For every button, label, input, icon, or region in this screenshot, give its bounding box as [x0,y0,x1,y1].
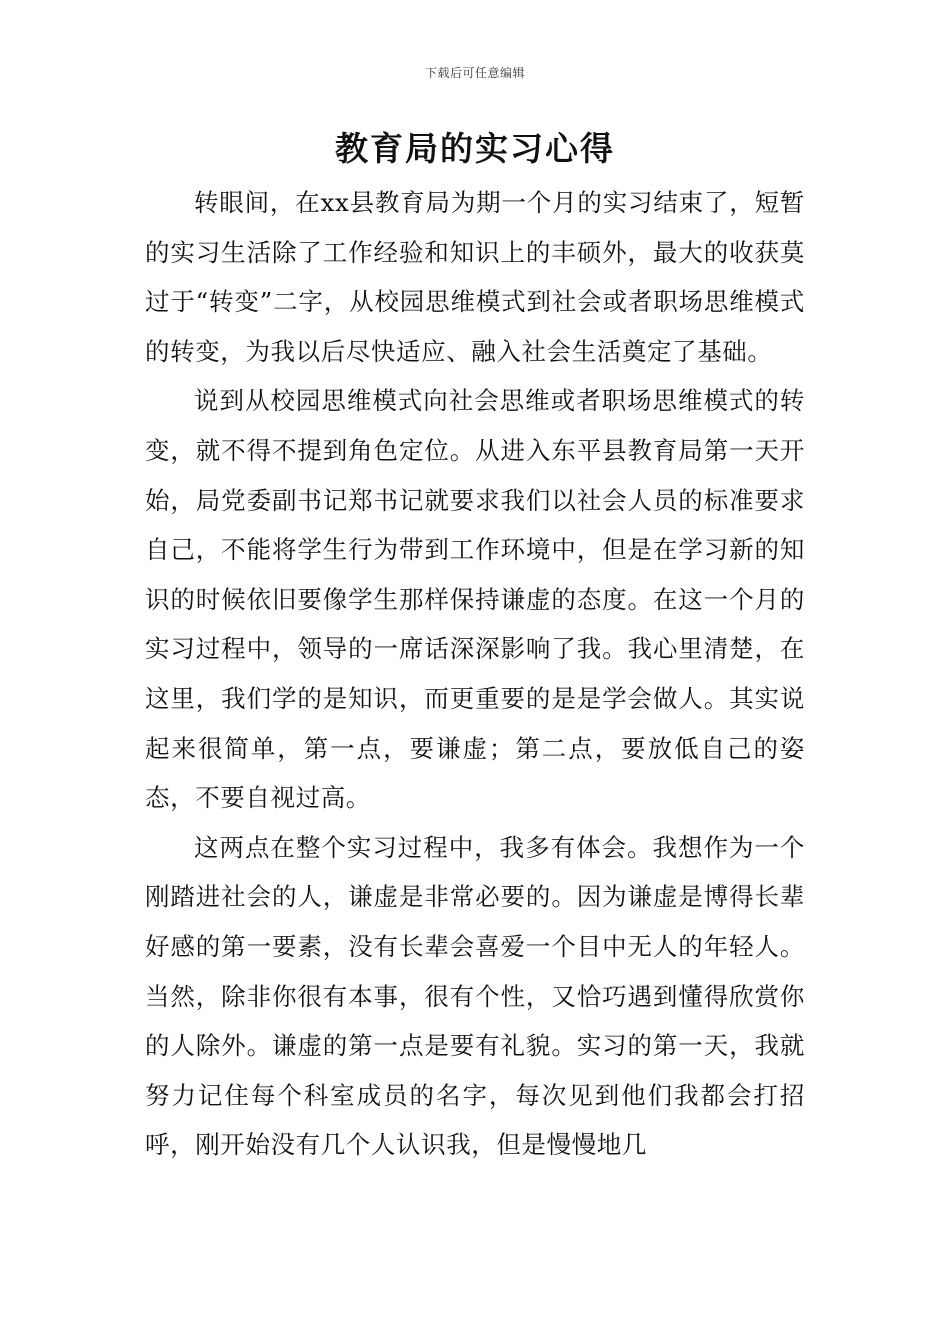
page-title: 教育局的实习心得 [335,129,615,168]
body-text [145,178,805,1170]
paragraph: 转眼间，在xx县教育局为期一个月的实习结束了，短暂的实习生活除了工作经验和知识上的丰硕外，最大的收获莫过于“转变”二字，从校园思维模式到社会或者职场思维模式的转变，为我以后尽快适应、融入社会生活奠定了基础。 [145,188,805,366]
header-note: 下载后可任意编辑 [424,66,525,80]
paragraph: 这两点在整个实习过程中，我多有体会。我想作为一个刚踏进社会的人，谦虚是非常必要的。因为谦虚是博得长辈好感的第一要素，没有长辈会喜爱一个目中无人的年轻人。当然，除非你很有本事，很有个性，又恰巧遇到懂得欣赏你的人除外。谦虚的第一点是要有礼貌。实习的第一天，我就努力记住每个科室成员的名字，每次见到他们我都会打招呼，刚开始没有几个人认识我，但是慢慢地几 [145,832,805,1160]
paragraph: 说到从校园思维模式向社会思维或者职场思维模式的转变，就不得不提到角色定位。从进入东平县教育局第一天开始，局党委副书记郑书记就要求我们以社会人员的标准要求自己，不能将学生行为带到工作环境中，但是在学习新的知识的时候依旧要像学生那样保持谦虚的态度。在这一个月的实习过程中，领导的一席话深深影响了我。我心里清楚，在这里，我们学的是知识，而更重要的是是学会做人。其实说起来很简单，第一点，要谦虚；第二点，要放低自己的姿态，不要自视过高。 [145,386,805,813]
